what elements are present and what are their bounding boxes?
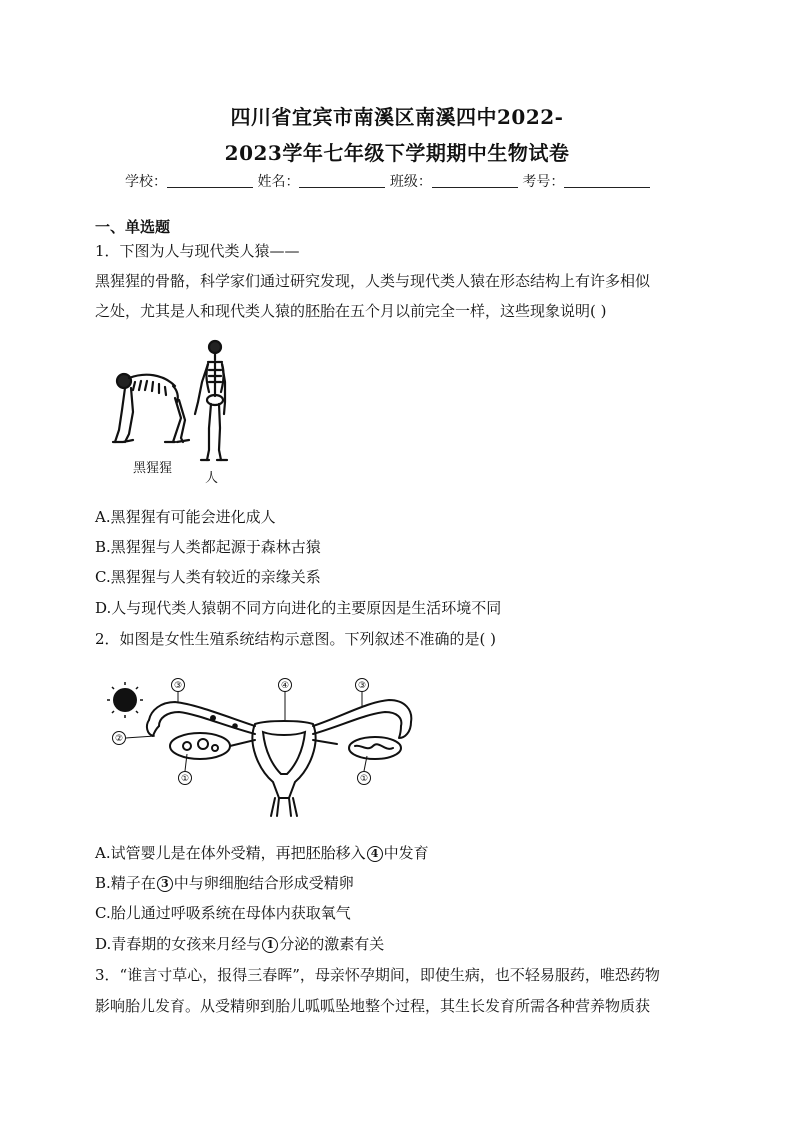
sun-icon: [107, 682, 143, 718]
exam-number-blank[interactable]: [564, 173, 650, 188]
school-label: 学校：: [125, 174, 167, 190]
q1-option-b[interactable]: B.黑猩猩与人类都起源于森林古猿: [95, 538, 321, 556]
reproductive-system-figure: [105, 674, 425, 819]
name-label: 姓名：: [257, 174, 300, 190]
human-skeleton-icon: [195, 341, 227, 460]
exam-title-line1: 四川省宜宾市南溪区南溪四中2022-: [230, 105, 564, 129]
q1-option-c[interactable]: C.黑猩猩与人类有较近的亲缘关系: [95, 568, 321, 586]
label-1-left: ①: [180, 774, 190, 784]
school-blank[interactable]: [167, 173, 253, 188]
q2-option-b-text2: 中与卵细胞结合形成受精卵: [173, 874, 354, 892]
q1-option-a[interactable]: A.黑猩猩有可能会进化成人: [95, 508, 276, 526]
label-4: ④: [280, 681, 290, 691]
chimp-label: 黑猩猩: [133, 460, 173, 475]
q2-option-b-num: 3: [157, 876, 173, 892]
exam-title-line2: 2023学年七年级下学期期中生物试卷: [224, 141, 570, 165]
exam-number-label: 考号：: [522, 174, 565, 190]
q2-option-a-num: 4: [367, 846, 383, 862]
q2-option-a-text2: 中发育: [383, 844, 429, 862]
label-2: ②: [114, 734, 124, 744]
chimp-skeleton-icon: [113, 374, 189, 442]
q2-option-a[interactable]: [95, 842, 429, 863]
student-info-row: [125, 171, 685, 191]
class-label: 班级：: [389, 174, 432, 190]
q1-stem-line2: 黑猩猩的骨骼，科学家们通过研究发现，人类与现代类人猿在形态结构上有许多相似: [95, 272, 651, 290]
q1-stem-line1: 1．下图为人与现代类人猿——: [95, 242, 300, 260]
name-blank[interactable]: [299, 173, 385, 188]
q1-option-d[interactable]: D.人与现代类人猿朝不同方向进化的主要原因是生活环境不同: [95, 599, 502, 617]
q3-stem-line1: 3．“谁言寸草心，报得三春晖”，母亲怀孕期间，即使生病，也不轻易服药，唯恐药物: [95, 966, 660, 984]
label-1-right: ①: [359, 774, 369, 784]
q3-stem-line2: 影响胎儿发育。从受精卵到胎儿呱呱坠地整个过程，其生长发育所需各种营养物质获: [95, 997, 651, 1015]
section-title: 一、单选题: [95, 218, 171, 236]
skeleton-figure: [105, 338, 245, 488]
q2-option-d-text2: 分泌的激素有关: [279, 935, 385, 953]
human-label: 人: [205, 470, 219, 485]
q2-option-d-text1: D.青春期的女孩来月经与: [95, 935, 262, 953]
label-3-left: ③: [173, 681, 183, 691]
q1-stem-line3: 之处，尤其是人和现代类人猿的胚胎在五个月以前完全一样，这些现象说明( ): [95, 302, 607, 320]
q2-option-a-text1: A.试管婴儿是在体外受精，再把胚胎移入: [95, 844, 366, 862]
q2-option-b-text1: B.精子在: [95, 874, 156, 892]
class-blank[interactable]: [432, 173, 518, 188]
q2-stem-line1: 2．如图是女性生殖系统结构示意图。下列叙述不准确的是( ): [95, 630, 497, 648]
q2-option-d-num: 1: [262, 937, 278, 953]
q2-option-d[interactable]: [95, 933, 384, 954]
label-3-right: ③: [357, 681, 367, 691]
q2-option-c[interactable]: C.胎儿通过呼吸系统在母体内获取氧气: [95, 904, 351, 922]
q2-option-b[interactable]: [95, 872, 354, 893]
diagram-callouts: [113, 679, 371, 785]
